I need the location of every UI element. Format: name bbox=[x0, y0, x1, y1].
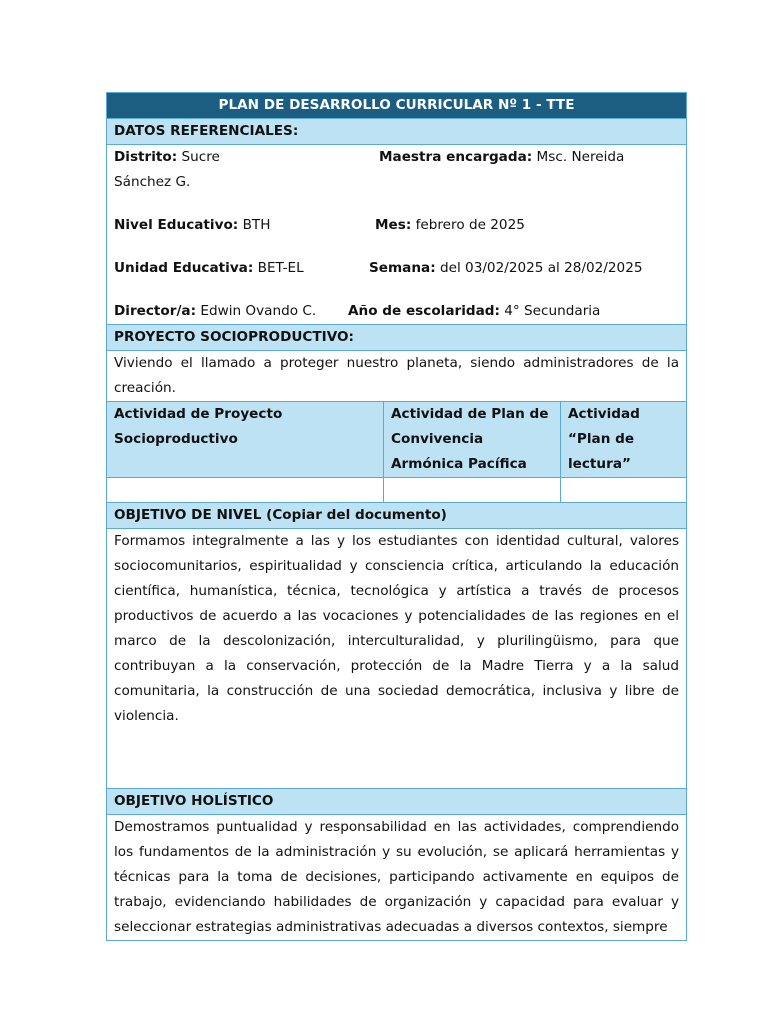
semana-value: del 03/02/2025 al 28/02/2025 bbox=[439, 260, 643, 276]
nivel-value: BTH bbox=[242, 217, 271, 233]
anio-label: Año de escolaridad: bbox=[348, 303, 500, 319]
distrito-value: Sucre bbox=[181, 149, 220, 165]
objetivo-nivel-cell bbox=[107, 529, 687, 789]
objetivo-holistico-heading: OBJETIVO HOLÍSTICO bbox=[107, 789, 687, 815]
objetivo-holistico-header-row bbox=[107, 789, 687, 815]
unidad-value: BET-EL bbox=[257, 260, 304, 276]
mes-label: Mes: bbox=[375, 217, 412, 233]
objetivo-nivel-heading: OBJETIVO DE NIVEL (Copiar del documento) bbox=[107, 503, 687, 529]
maestra-value: Msc. Nereida bbox=[536, 149, 625, 165]
proyecto-row bbox=[107, 351, 687, 402]
distrito-label: Distrito: bbox=[114, 149, 178, 165]
director-value: Edwin Ovando C. bbox=[200, 303, 317, 319]
objetivo-holistico-text: Demostramos puntualidad y responsabilidad en las actividades, comprendiendo los fundamentos de la administración y su evolución, se aplicará herramientas y técnicas para la toma de decisiones, participando activamente en equipos de trabajo, evidenciando habilidades de organización y capacidad para evaluar y seleccionar estrategias administrativas adecuadas a diversos contextos, siempre bbox=[107, 815, 687, 941]
unidad-line bbox=[114, 256, 679, 281]
document-title: PLAN DE DESARROLLO CURRICULAR Nº 1 - TTE bbox=[107, 93, 687, 119]
anio-value: 4° Secundaria bbox=[504, 303, 601, 319]
proyecto-text: Viviendo el llamado a proteger nuestro planeta, siendo administradores de la creación. bbox=[107, 351, 687, 402]
director-line bbox=[114, 299, 679, 324]
director-label: Director/a: bbox=[114, 303, 197, 319]
anio-group bbox=[348, 299, 600, 324]
actividades-empty-row bbox=[107, 478, 687, 503]
semana-label: Semana: bbox=[369, 260, 436, 276]
spacer bbox=[114, 729, 679, 788]
spacer bbox=[114, 195, 679, 213]
actividades-header-row bbox=[107, 402, 687, 478]
datos-referenciales-header-row bbox=[107, 119, 687, 145]
actividad-convivencia-cell bbox=[384, 478, 561, 503]
actividad-proyecto-cell bbox=[107, 478, 384, 503]
spacer bbox=[114, 238, 679, 256]
maestra-group bbox=[379, 145, 624, 170]
curriculum-plan-table bbox=[106, 92, 687, 941]
maestra-label: Maestra encargada: bbox=[379, 149, 533, 165]
actividad-proyecto-header: Actividad de Proyecto Socioproductivo bbox=[107, 402, 384, 478]
title-row bbox=[107, 93, 687, 119]
actividad-lectura-cell bbox=[561, 478, 687, 503]
datos-referenciales-cell bbox=[107, 145, 687, 325]
nivel-label: Nivel Educativo: bbox=[114, 217, 239, 233]
actividad-lectura-header: Actividad “Plan de lectura” bbox=[561, 402, 687, 478]
nivel-line bbox=[114, 213, 679, 238]
objetivo-nivel-row bbox=[107, 529, 687, 789]
actividad-convivencia-header: Actividad de Plan de Convivencia Armónica Pacífica bbox=[384, 402, 561, 478]
datos-referenciales-heading: DATOS REFERENCIALES: bbox=[107, 119, 687, 145]
objetivo-nivel-text: Formamos integralmente a las y los estudiantes con identidad cultural, valores sociocomunitarios, espiritualidad y consciencia crítica, articulando la educación científica, humanística, técnica, tecnológica y artística a través de procesos productivos de acuerdo a las vocaciones y potencialidades de las regiones en el marco de la descolonización, interculturalidad, y plurilingüismo, para que contribuyan a la conservación, protección de la Madre Tierra y a la salud comunitaria, la construcción de una sociedad democrática, inclusiva y libre de violencia. bbox=[114, 533, 680, 724]
unidad-label: Unidad Educativa: bbox=[114, 260, 254, 276]
maestra-value-continued: Sánchez G. bbox=[114, 174, 191, 190]
spacer bbox=[114, 281, 679, 299]
objetivo-nivel-header-row bbox=[107, 503, 687, 529]
curriculum-plan-document bbox=[106, 92, 686, 935]
objetivo-holistico-row bbox=[107, 815, 687, 941]
datos-referenciales-row bbox=[107, 145, 687, 325]
proyecto-heading: PROYECTO SOCIOPRODUCTIVO: bbox=[107, 325, 687, 351]
proyecto-header-row bbox=[107, 325, 687, 351]
distrito-line bbox=[114, 145, 679, 170]
mes-value: febrero de 2025 bbox=[415, 217, 525, 233]
mes-group bbox=[375, 213, 525, 238]
semana-group bbox=[369, 256, 643, 281]
